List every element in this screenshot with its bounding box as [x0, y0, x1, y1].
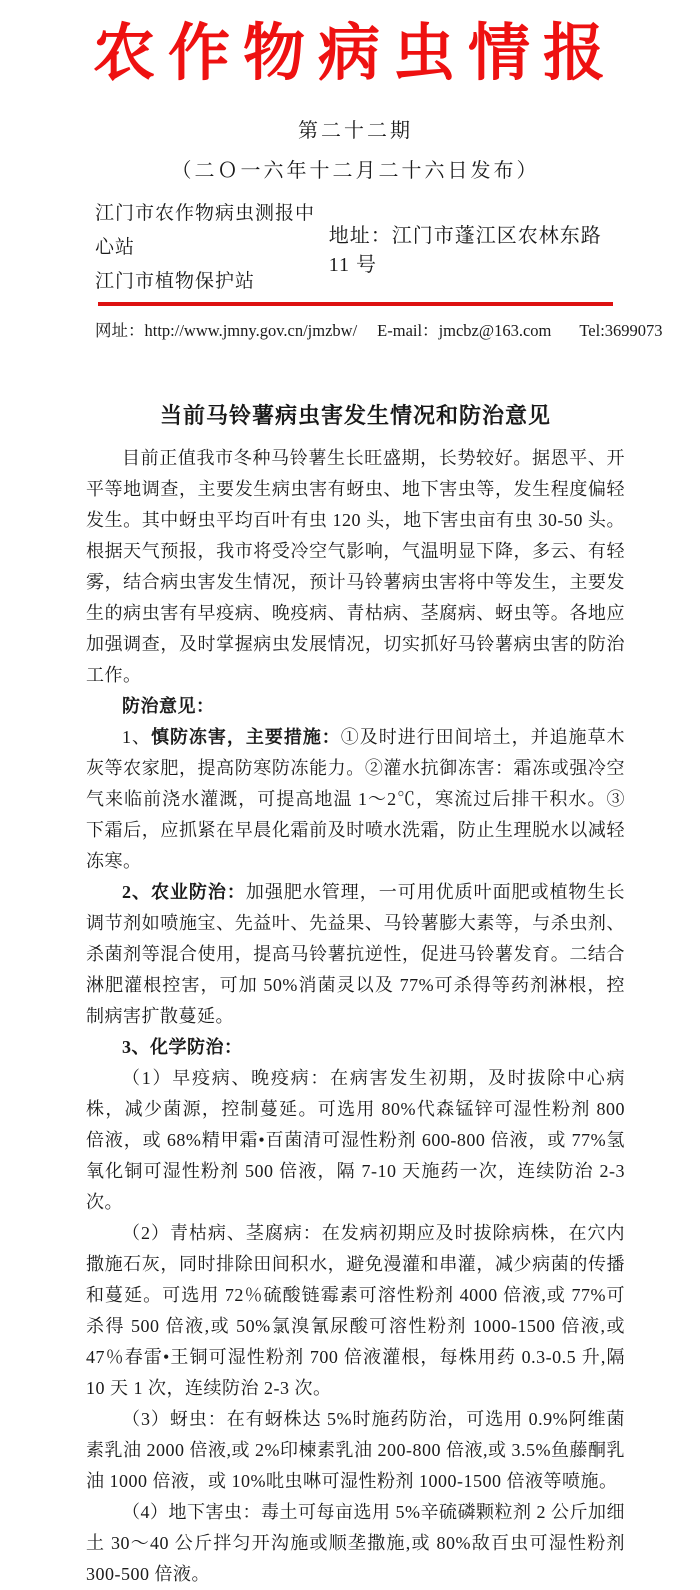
website-url: http://www.jmny.gov.cn/jmzbw/	[144, 320, 358, 340]
paragraph-text: （2）青枯病、茎腐病：在发病初期应及时拔除病株，在穴内撒施石灰，同时排除田间积水，避免漫灌和串灌，减少病菌的传播和蔓延。可选用 72％硫酸链霉素可溶性粉剂 4000 倍液,或 77%可杀得 500 倍液,或 50%氯溴氰尿酸可溶性粉剂 1000-1500 倍液,或 47％春雷•王铜可湿性粉剂 700 倍液灌根，每株用药 0.3-0.5 升,隔 10 天 1 次，连续防治 2-3 次。	[86, 1222, 625, 1398]
paragraph-control-opinions-heading	[86, 691, 625, 722]
website-label: 网址：	[95, 320, 145, 340]
issuer-address: 地址：江门市蓬江区农林东路 11 号	[328, 224, 602, 276]
paragraph-overview	[86, 443, 625, 691]
bulletin-title: 农作物病虫情报	[92, 20, 618, 88]
issuer-organizations	[86, 197, 329, 299]
email-label: E-mail：	[377, 320, 439, 340]
paragraph-lead: 2、农业防治：	[122, 881, 246, 902]
paragraph-text: ①及时进行田间培土，并追施草木灰等农家肥，提高防寒防冻能力。②灌水抗御冻害：霜冻或强冷空气来临前浇水灌溉，可提高地温 1～2℃，寒流过后排干积水。③下霜后，应抓紧在早晨化霜前及时喷水洗霜，防止生理脱水以减轻冻寒。	[86, 726, 626, 871]
article-title: 当前马铃薯病虫害发生情况和防治意见	[159, 402, 551, 428]
paragraph-text: （1）早疫病、晚疫病：在病害发生初期，及时拔除中心病株，减少菌源，控制蔓延。可选用 80%代森锰锌可湿性粉剂 800 倍液，或 68%精甲霜•百菌清可湿性粉剂 600-800 倍液，或 77%氢氧化铜可湿性粉剂 500 倍液，隔 7-10 天施药一次，连续防治 2-3 次。	[86, 1067, 625, 1212]
paragraph-underground-pests	[86, 1497, 625, 1590]
paragraph-lead: 慎防冻害，主要措施：	[150, 726, 341, 747]
paragraph-text: 目前正值我市冬种马铃薯生长旺盛期，长势较好。据恩平、开平等地调查，主要发生病虫害有蚜虫、地下害虫等，发生程度偏轻发生。其中蚜虫平均百叶有虫 120 头，地下害虫亩有虫 30-50 头。根据天气预报，我市将受冷空气影响，气温明显下降，多云、有轻雾，结合病虫害发生情况，预计马铃薯病虫害将中等发生，主要发生的病虫害有早疫病、晚疫病、青枯病、茎腐病、蚜虫等。各地应加强调查，及时掌握病虫发展情况，切实抓好马铃薯病虫害的防治工作。	[86, 447, 625, 685]
paragraph-text: （3）蚜虫：在有蚜株达 5%时施药防治，可选用 0.9%阿维菌素乳油 2000 倍液,或 2%印楝素乳油 200-800 倍液,或 3.5%鱼藤酮乳油 1000 倍液，或 10%吡虫啉可湿性粉剂 1000-1500 倍液等喷施。	[86, 1408, 625, 1491]
publish-date: （二Ｏ一六年十二月二十六日发布）	[171, 159, 540, 182]
issuer-org-line2: 江门市植物保护站	[95, 270, 256, 292]
paragraph-chemical-control-heading	[86, 1032, 625, 1063]
paragraph-frost-prevention	[86, 722, 625, 877]
paragraph-aphids	[86, 1404, 625, 1497]
article	[86, 399, 625, 1590]
paragraph-lead: 防治意见：	[122, 695, 215, 716]
masthead-divider-rule	[98, 302, 613, 306]
paragraph-agricultural-control	[86, 877, 625, 1032]
article-body	[86, 443, 625, 1590]
masthead	[86, 10, 663, 341]
contact-line	[95, 317, 663, 341]
email-address: jmcbz@163.com	[438, 320, 552, 340]
paragraph-early-late-blight	[86, 1063, 625, 1218]
paragraph-text: （4）地下害虫：毒土可每亩选用 5%辛硫磷颗粒剂 2 公斤加细土 30～40 公斤拌匀开沟施或顺垄撒施,或 80%敌百虫可湿性粉剂 300-500 倍液。	[86, 1501, 625, 1584]
paragraph-lead: 3、化学防治：	[122, 1036, 243, 1057]
issuer-org-line1: 江门市农作物病虫测报中心站	[95, 202, 316, 258]
issue-number: 第二十二期	[298, 119, 413, 142]
paragraph-prefix: 1、	[122, 726, 151, 747]
telephone-number: Tel:3699073	[579, 320, 663, 340]
paragraph-text: 加强肥水管理，一可用优质叶面肥或植物生长调节剂如喷施宝、先益叶、先益果、马铃薯膨大素等，与杀虫剂、杀菌剂等混合使用，提高马铃薯抗逆性，促进马铃薯发育。二结合淋肥灌根控害，可加 50%消菌灵以及 77%可杀得等药剂淋根，控制病害扩散蔓延。	[86, 881, 626, 1026]
issuer-row	[86, 197, 625, 299]
paragraph-bacterial-wilt-stem-rot	[86, 1218, 625, 1404]
